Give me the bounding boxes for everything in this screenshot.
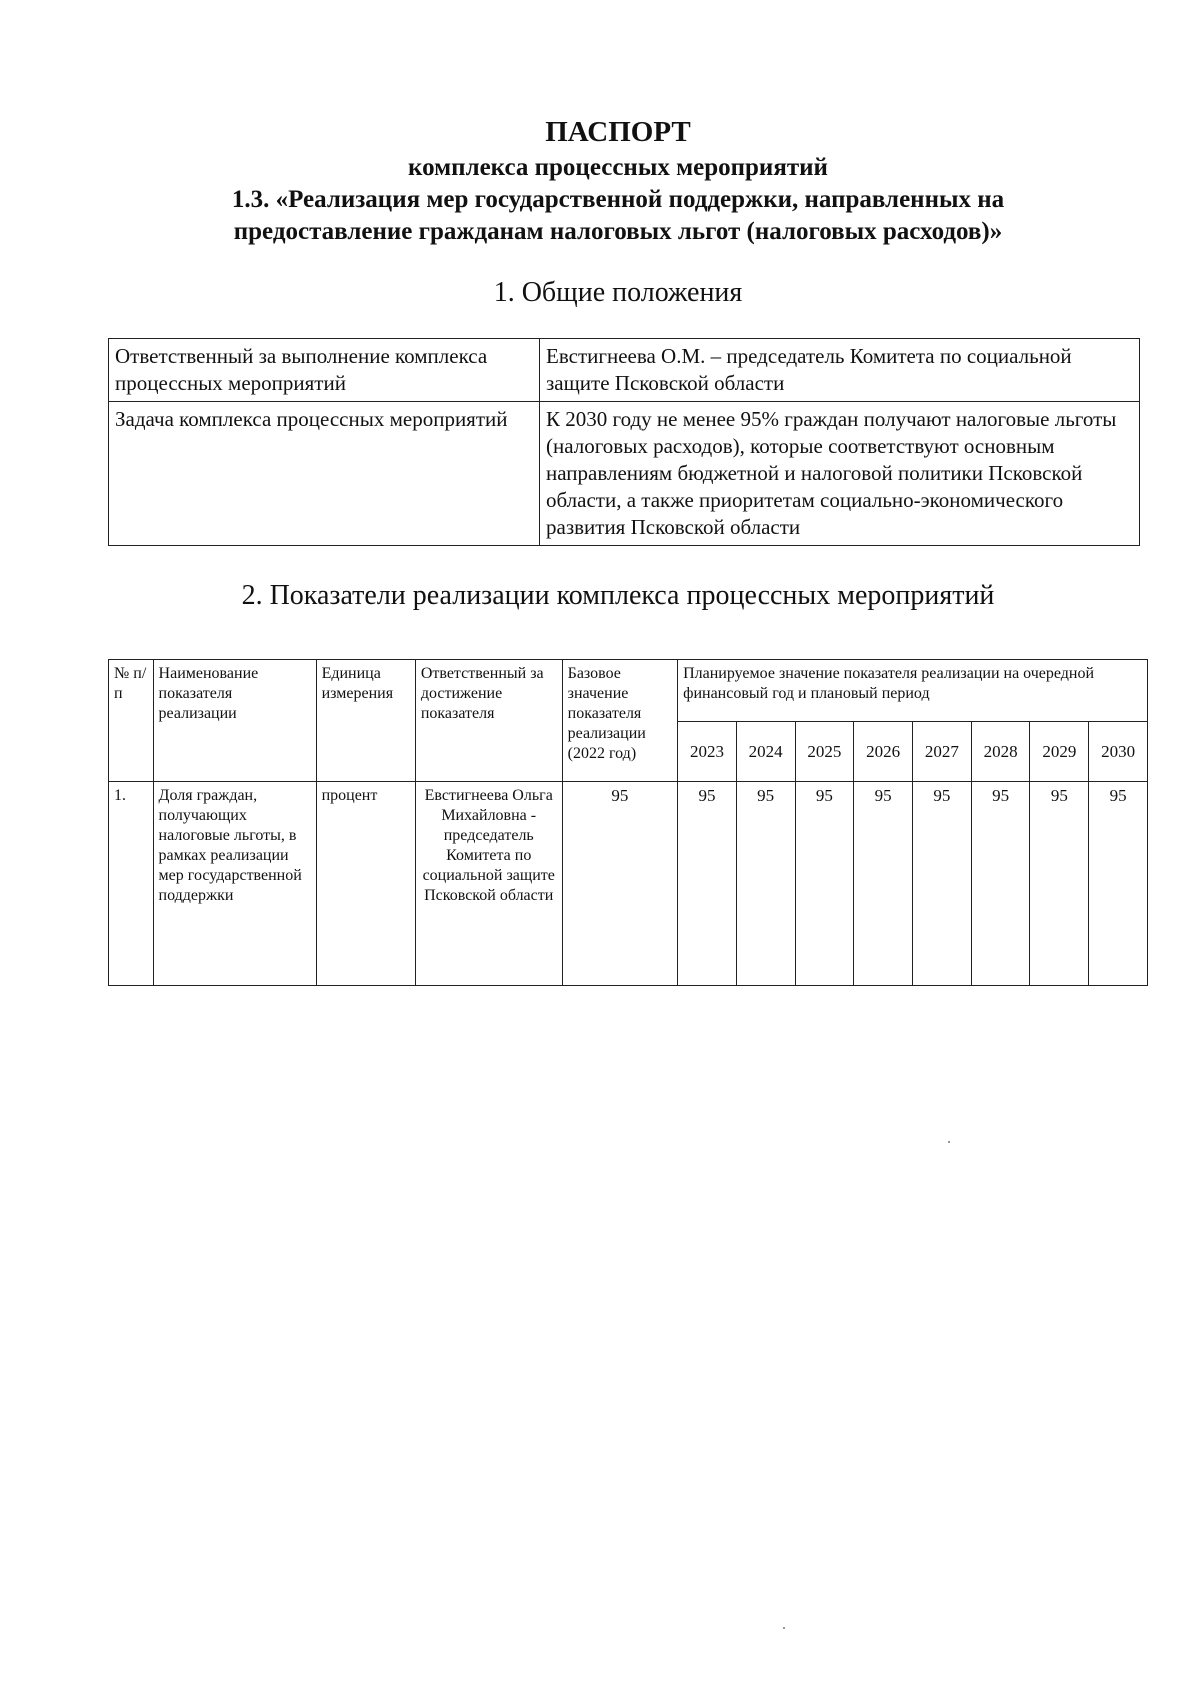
row-num: 1. [109,782,154,986]
row-base-value: 95 [562,782,677,986]
row-indicator-name: Доля граждан, получающих налоговые льготы, в рамках реализации мер государственной поддержки [153,782,316,986]
task-value: К 2030 году не менее 95% граждан получают налоговые льготы (налоговых расходов), которые соответствуют основным направлениям бюджетной и налоговой политики Псковской области, а также приоритетам социально-экономического развития Псковской области [540,402,1140,546]
row-year-value: 95 [854,782,913,986]
table-row [109,402,1140,546]
section-2-heading: 2. Показатели реализации комплекса процессных мероприятий [241,580,995,611]
passport-title-block [0,112,1200,248]
responsible-label: Ответственный за выполнение комплекса процессных мероприятий [109,339,540,402]
year-header: 2026 [854,722,913,782]
row-year-value: 95 [1030,782,1089,986]
row-year-value: 95 [1089,782,1148,986]
table-header-row [109,660,1148,722]
col-header-base: Базовое значение показателя реализации (2022 год) [562,660,677,782]
row-unit: процент [316,782,415,986]
program-name-line-2: предоставление гражданам налоговых льгот (налоговых расходов)» [233,218,1003,245]
row-year-value: 95 [678,782,737,986]
year-header: 2030 [1089,722,1148,782]
section-1-heading: 1. Общие положения [493,277,743,308]
year-header: 2025 [795,722,854,782]
year-header: 2029 [1030,722,1089,782]
row-year-value: 95 [736,782,795,986]
year-header: 2027 [913,722,972,782]
year-header: 2024 [736,722,795,782]
col-header-unit: Единица измерения [316,660,415,782]
general-provisions-table [108,338,1140,546]
table-row [109,782,1148,986]
document-subtitle: комплекса процессных мероприятий [408,154,828,181]
year-header: 2023 [678,722,737,782]
program-name-line-1: 1.3. «Реализация мер государственной поддержки, направленных на [231,186,1005,213]
row-responsible: Евстигнеева Ольга Михайловна - председатель Комитета по социальной защите Псковской области [415,782,562,986]
table-row [109,339,1140,402]
col-header-planned: Планируемое значение показателя реализации на очередной финансовый год и плановый период [678,660,1148,722]
task-label: Задача комплекса процессных мероприятий [109,402,540,546]
document-title: ПАСПОРТ [545,116,691,148]
row-year-value: 95 [913,782,972,986]
scan-speck [783,1627,785,1629]
year-header: 2028 [971,722,1030,782]
scan-speck [948,1141,950,1143]
row-year-value: 95 [971,782,1030,986]
row-year-value: 95 [795,782,854,986]
responsible-value: Евстигнеева О.М. – председатель Комитета по социальной защите Псковской области [540,339,1140,402]
col-header-num: № п/п [109,660,154,782]
col-header-responsible: Ответственный за достижение показателя [415,660,562,782]
indicators-table [108,659,1148,986]
col-header-name: Наименование показателя реализации [153,660,316,782]
